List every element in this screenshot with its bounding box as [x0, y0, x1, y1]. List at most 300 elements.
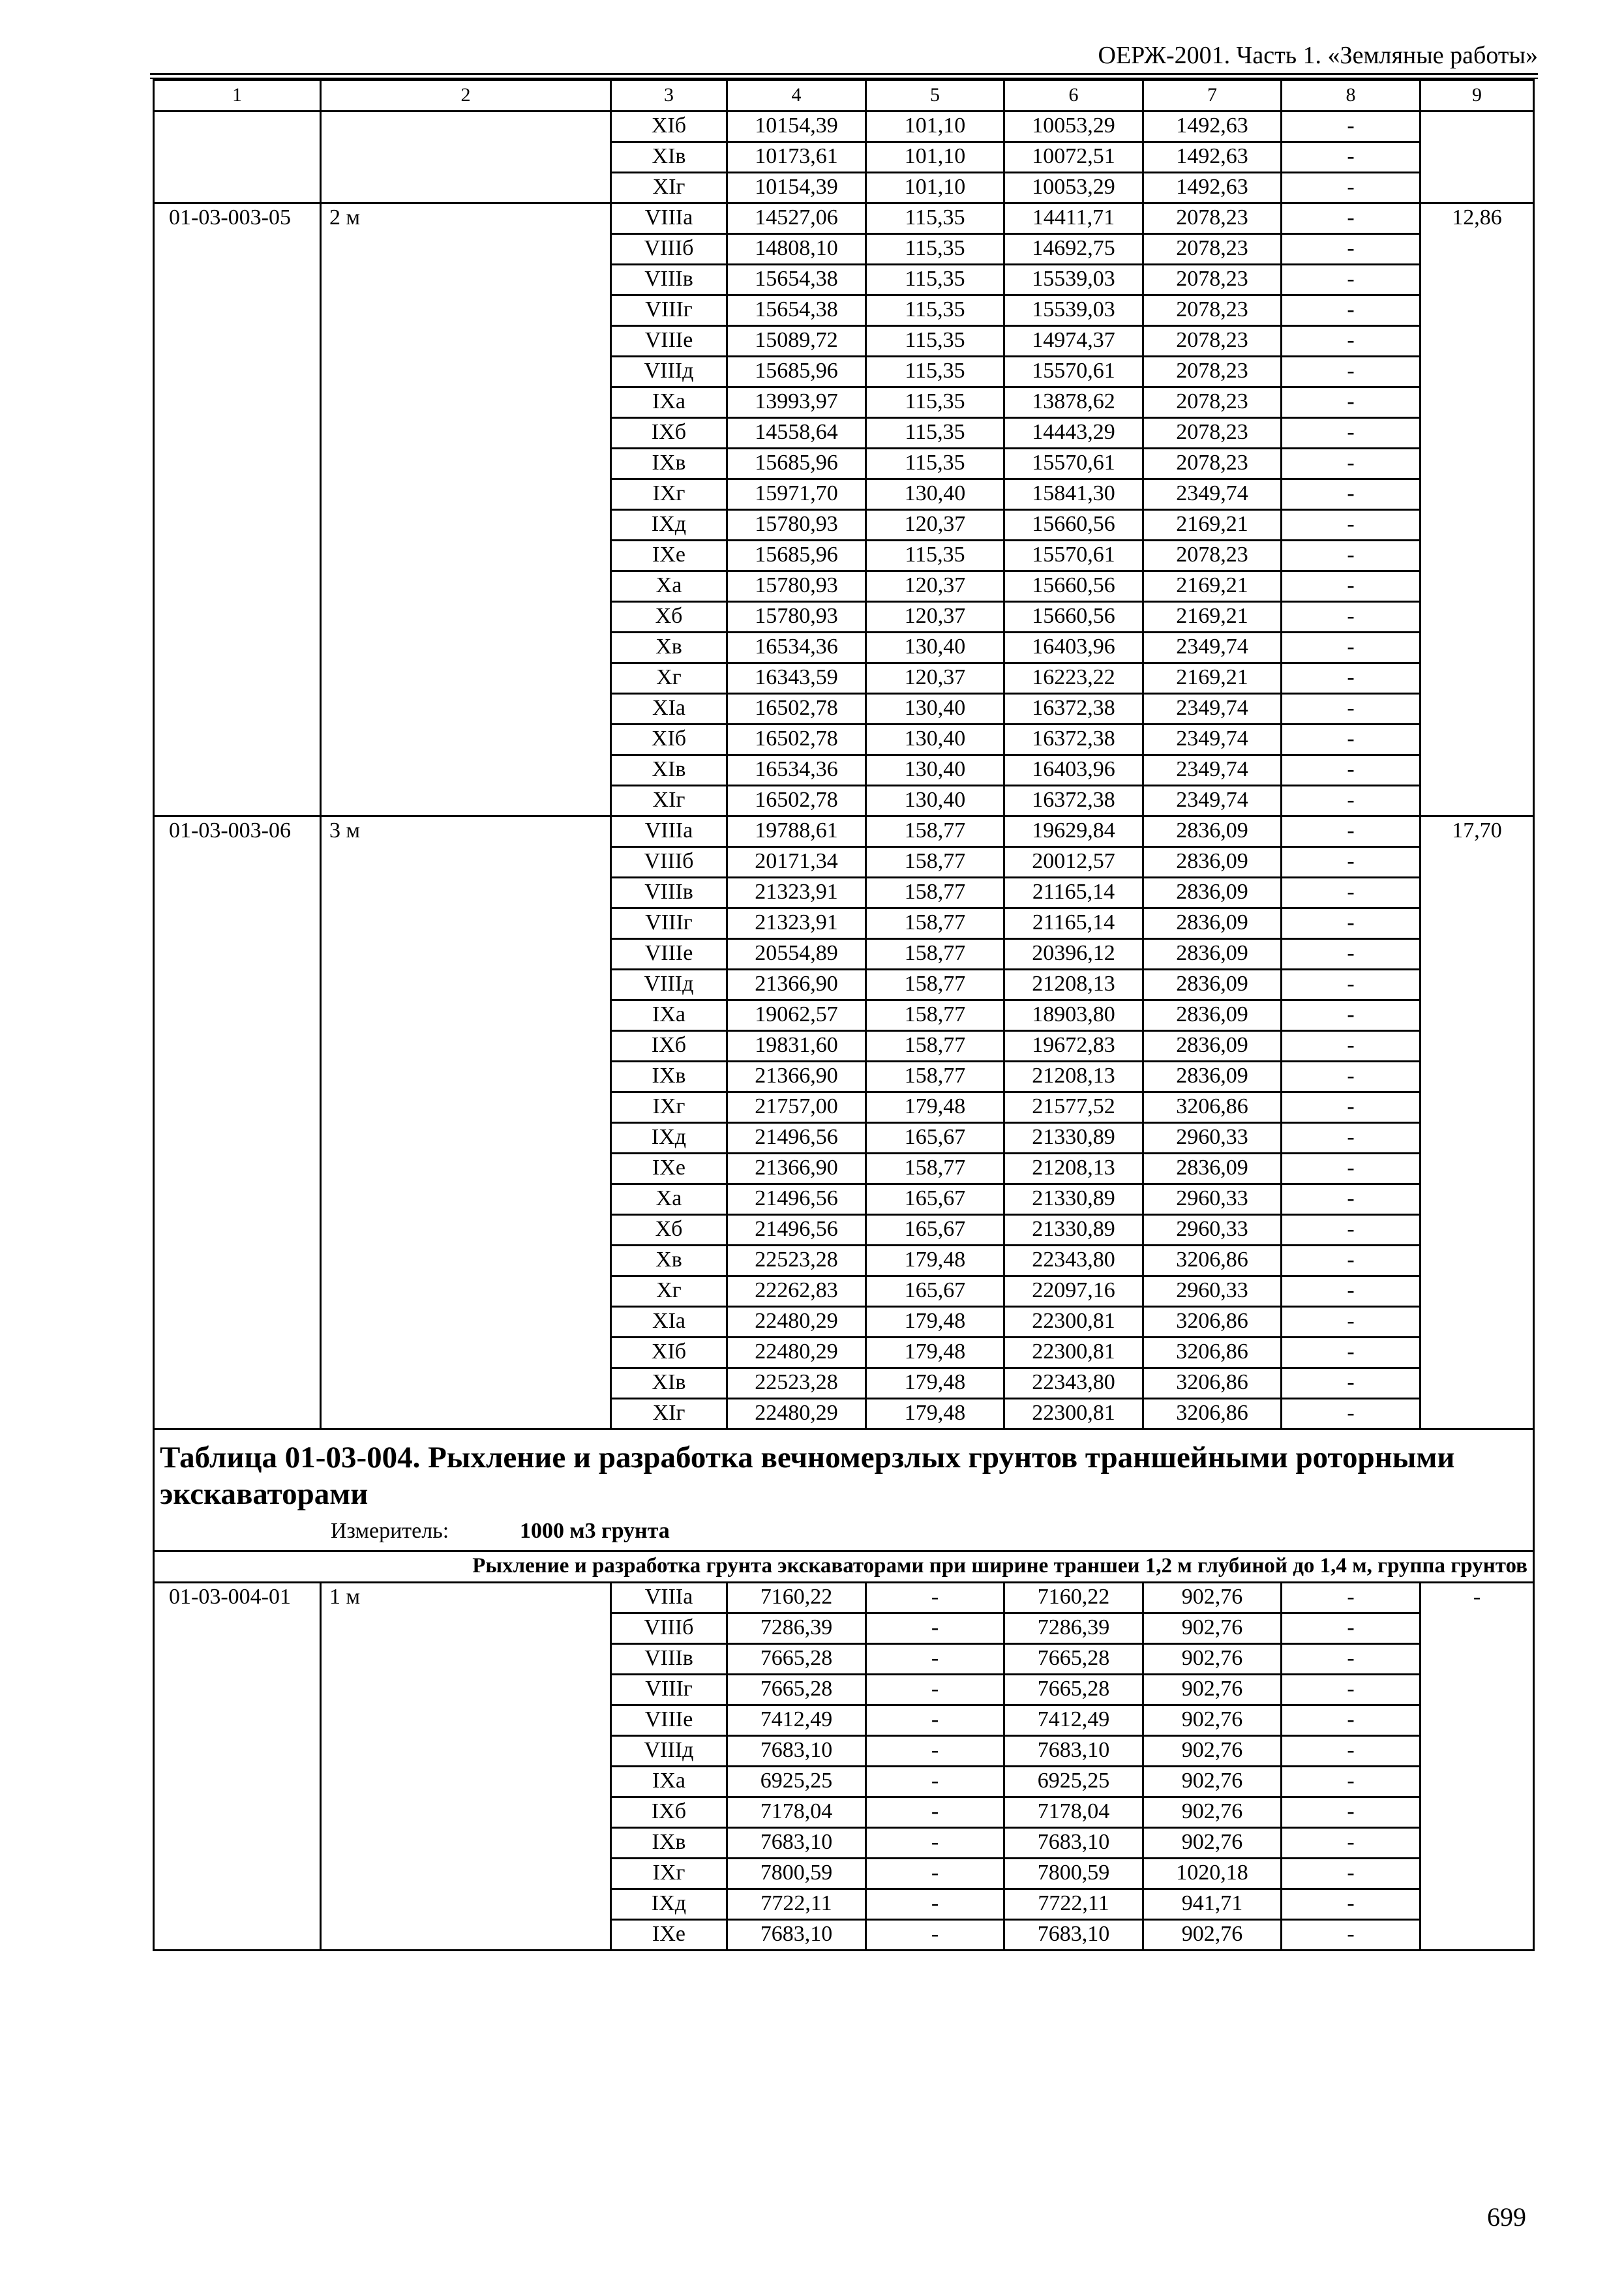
cost-machines: 18903,80 — [1004, 1000, 1143, 1031]
cost-machines: 10053,29 — [1004, 112, 1143, 142]
cost-materials: - — [1282, 142, 1421, 173]
cost-machines: 22300,81 — [1004, 1307, 1143, 1338]
cost-direct: 15780,93 — [727, 571, 866, 602]
cost-machines: 7178,04 — [1004, 1797, 1143, 1828]
cost-wages: 115,35 — [866, 203, 1004, 234]
soil-group: IXг — [611, 1859, 727, 1889]
cost-machines: 22300,81 — [1004, 1338, 1143, 1368]
soil-group: VIIIе — [611, 1705, 727, 1736]
cost-direct: 15780,93 — [727, 602, 866, 633]
cost-machines: 21330,89 — [1004, 1123, 1143, 1154]
soil-group: IXе — [611, 541, 727, 571]
cost-machinists-wages: 3206,86 — [1143, 1368, 1282, 1399]
cost-machinists-wages: 2349,74 — [1143, 755, 1282, 786]
cost-materials: - — [1282, 1797, 1421, 1828]
soil-group: XIг — [611, 786, 727, 816]
column-number: 2 — [321, 80, 611, 112]
cost-machinists-wages: 902,76 — [1143, 1920, 1282, 1951]
cost-wages: 115,35 — [866, 541, 1004, 571]
cost-materials: - — [1282, 633, 1421, 663]
soil-group: IXд — [611, 1889, 727, 1920]
cost-machines: 6925,25 — [1004, 1767, 1143, 1797]
cost-direct: 7683,10 — [727, 1920, 866, 1951]
cost-machines: 7683,10 — [1004, 1920, 1143, 1951]
rate-code: 01-03-003-06 — [154, 816, 321, 1429]
cost-materials: - — [1282, 878, 1421, 908]
cost-machines: 7286,39 — [1004, 1613, 1143, 1644]
cost-materials: - — [1282, 203, 1421, 234]
cost-direct: 16502,78 — [727, 725, 866, 755]
column-number: 4 — [727, 80, 866, 112]
cost-direct: 16343,59 — [727, 663, 866, 694]
cost-materials: - — [1282, 265, 1421, 295]
cost-materials: - — [1282, 1644, 1421, 1675]
cost-machines: 15660,56 — [1004, 510, 1143, 541]
cost-direct: 16534,36 — [727, 755, 866, 786]
cost-materials: - — [1282, 694, 1421, 725]
soil-group: XIб — [611, 725, 727, 755]
cost-machines: 16372,38 — [1004, 694, 1143, 725]
cost-direct: 14527,06 — [727, 203, 866, 234]
soil-group: VIIIб — [611, 234, 727, 265]
cost-materials: - — [1282, 1031, 1421, 1062]
cost-machinists-wages: 2169,21 — [1143, 510, 1282, 541]
cost-wages: 158,77 — [866, 908, 1004, 939]
cost-direct: 7178,04 — [727, 1797, 866, 1828]
cost-direct: 21496,56 — [727, 1123, 866, 1154]
cost-wages: 130,40 — [866, 694, 1004, 725]
measure-unit-label: Измеритель: — [331, 1519, 449, 1543]
cost-machines: 21577,52 — [1004, 1092, 1143, 1123]
cost-wages: 120,37 — [866, 602, 1004, 633]
cost-materials: - — [1282, 571, 1421, 602]
soil-group: VIIIв — [611, 878, 727, 908]
cost-machines: 21165,14 — [1004, 878, 1143, 908]
cost-machines: 21208,13 — [1004, 1062, 1143, 1092]
cost-wages: - — [866, 1767, 1004, 1797]
soil-group: IXа — [611, 1000, 727, 1031]
cost-machines: 7665,28 — [1004, 1675, 1143, 1705]
cost-machinists-wages: 2836,09 — [1143, 908, 1282, 939]
cost-machinists-wages: 2078,23 — [1143, 418, 1282, 449]
cost-machines: 13878,62 — [1004, 387, 1143, 418]
cost-machines: 15660,56 — [1004, 602, 1143, 633]
cost-machines: 16403,96 — [1004, 755, 1143, 786]
cost-materials: - — [1282, 449, 1421, 479]
cost-materials: - — [1282, 479, 1421, 510]
cost-wages: 130,40 — [866, 725, 1004, 755]
cost-machinists-wages: 2836,09 — [1143, 970, 1282, 1000]
soil-group: IXв — [611, 1828, 727, 1859]
cost-direct: 15685,96 — [727, 449, 866, 479]
table-title-row — [154, 1429, 1534, 1551]
cost-machines: 22343,80 — [1004, 1368, 1143, 1399]
soil-group: Xг — [611, 663, 727, 694]
measure-unit-value: 1000 м3 грунта — [520, 1519, 670, 1543]
cost-wages: - — [866, 1583, 1004, 1613]
cost-materials: - — [1282, 510, 1421, 541]
table-row — [154, 816, 1534, 847]
cost-wages: 165,67 — [866, 1276, 1004, 1307]
cost-wages: 165,67 — [866, 1184, 1004, 1215]
cost-wages: - — [866, 1828, 1004, 1859]
cost-materials: - — [1282, 908, 1421, 939]
cost-direct: 21757,00 — [727, 1092, 866, 1123]
cost-wages: 120,37 — [866, 571, 1004, 602]
soil-group: IXд — [611, 510, 727, 541]
cost-machines: 22097,16 — [1004, 1276, 1143, 1307]
cost-machines: 7412,49 — [1004, 1705, 1143, 1736]
soil-group: IXб — [611, 418, 727, 449]
soil-group: IXг — [611, 479, 727, 510]
cost-materials: - — [1282, 1154, 1421, 1184]
cost-machinists-wages: 2349,74 — [1143, 694, 1282, 725]
column-number-row — [154, 80, 1534, 112]
cost-wages: 115,35 — [866, 295, 1004, 326]
rate-parameter: 1 м — [321, 1583, 611, 1951]
cost-machinists-wages: 3206,86 — [1143, 1399, 1282, 1429]
cost-machines: 21330,89 — [1004, 1184, 1143, 1215]
cost-machinists-wages: 2078,23 — [1143, 265, 1282, 295]
cost-direct: 19062,57 — [727, 1000, 866, 1031]
cost-direct: 7722,11 — [727, 1889, 866, 1920]
cost-direct: 15654,38 — [727, 265, 866, 295]
cost-wages: 115,35 — [866, 357, 1004, 387]
cost-machines: 21208,13 — [1004, 970, 1143, 1000]
cost-direct: 7665,28 — [727, 1675, 866, 1705]
cost-direct: 22523,28 — [727, 1368, 866, 1399]
cost-machinists-wages: 2960,33 — [1143, 1276, 1282, 1307]
cost-materials: - — [1282, 234, 1421, 265]
cost-machinists-wages: 2836,09 — [1143, 1031, 1282, 1062]
cost-direct: 22523,28 — [727, 1246, 866, 1276]
cost-wages: 158,77 — [866, 939, 1004, 970]
soil-group: XIг — [611, 1399, 727, 1429]
soil-group: IXа — [611, 1767, 727, 1797]
cost-machines: 14443,29 — [1004, 418, 1143, 449]
soil-group: Xб — [611, 602, 727, 633]
cost-direct: 20171,34 — [727, 847, 866, 878]
soil-group: XIв — [611, 142, 727, 173]
section-heading: Рыхление и разработка грунта экскаваторами при ширине траншеи 1,2 м глубиной до 1,4 м, группа грунтов — [154, 1551, 1534, 1583]
cost-machinists-wages: 2169,21 — [1143, 602, 1282, 633]
column-number: 7 — [1143, 80, 1282, 112]
cost-direct: 15685,96 — [727, 357, 866, 387]
cost-materials: - — [1282, 1000, 1421, 1031]
cost-materials: - — [1282, 786, 1421, 816]
cost-direct: 15780,93 — [727, 510, 866, 541]
soil-group: VIIIа — [611, 1583, 727, 1613]
cost-materials: - — [1282, 663, 1421, 694]
table-row — [154, 112, 1534, 142]
cost-machines: 15660,56 — [1004, 571, 1143, 602]
cost-machinists-wages: 902,76 — [1143, 1705, 1282, 1736]
rate-col9 — [1421, 112, 1534, 203]
cost-direct: 21323,91 — [727, 878, 866, 908]
soil-group: VIIIа — [611, 203, 727, 234]
cost-wages: 115,35 — [866, 234, 1004, 265]
soil-group: XIв — [611, 1368, 727, 1399]
soil-group: IXг — [611, 1092, 727, 1123]
cost-machinists-wages: 2078,23 — [1143, 234, 1282, 265]
cost-direct: 16502,78 — [727, 694, 866, 725]
measure-unit — [160, 1516, 1527, 1546]
cost-machines: 7683,10 — [1004, 1736, 1143, 1767]
cost-wages: 165,67 — [866, 1123, 1004, 1154]
cost-wages: 158,77 — [866, 1154, 1004, 1184]
cost-direct: 15685,96 — [727, 541, 866, 571]
cost-wages: 179,48 — [866, 1399, 1004, 1429]
cost-materials: - — [1282, 755, 1421, 786]
soil-group: IXв — [611, 449, 727, 479]
column-number: 8 — [1282, 80, 1421, 112]
cost-materials: - — [1282, 970, 1421, 1000]
soil-group: XIб — [611, 112, 727, 142]
cost-wages: - — [866, 1859, 1004, 1889]
cost-materials: - — [1282, 1276, 1421, 1307]
cost-materials: - — [1282, 816, 1421, 847]
rates-table — [153, 79, 1535, 1951]
cost-direct: 7286,39 — [727, 1613, 866, 1644]
cost-machinists-wages: 2836,09 — [1143, 878, 1282, 908]
cost-machines: 7683,10 — [1004, 1828, 1143, 1859]
cost-machinists-wages: 3206,86 — [1143, 1246, 1282, 1276]
cost-machinists-wages: 1492,63 — [1143, 142, 1282, 173]
cost-machines: 15570,61 — [1004, 541, 1143, 571]
cost-materials: - — [1282, 1705, 1421, 1736]
cost-machinists-wages: 902,76 — [1143, 1767, 1282, 1797]
cost-direct: 10154,39 — [727, 112, 866, 142]
cost-machines: 21208,13 — [1004, 1154, 1143, 1184]
cost-machines: 7160,22 — [1004, 1583, 1143, 1613]
cost-wages: 179,48 — [866, 1307, 1004, 1338]
cost-wages: 179,48 — [866, 1338, 1004, 1368]
cost-wages: - — [866, 1889, 1004, 1920]
cost-direct: 22480,29 — [727, 1307, 866, 1338]
cost-machinists-wages: 2169,21 — [1143, 571, 1282, 602]
cost-machinists-wages: 1492,63 — [1143, 112, 1282, 142]
cost-machines: 15539,03 — [1004, 265, 1143, 295]
cost-direct: 21323,91 — [727, 908, 866, 939]
section-row — [154, 1551, 1534, 1583]
cost-materials: - — [1282, 602, 1421, 633]
soil-group: IXв — [611, 1062, 727, 1092]
cost-wages: 115,35 — [866, 418, 1004, 449]
cost-materials: - — [1282, 1246, 1421, 1276]
cost-machines: 19629,84 — [1004, 816, 1143, 847]
cost-wages: 158,77 — [866, 878, 1004, 908]
running-head: ОЕРЖ-2001. Часть 1. «Земляные работы» — [1098, 42, 1538, 69]
cost-wages: 130,40 — [866, 755, 1004, 786]
rate-col9: - — [1421, 1583, 1534, 1951]
cost-machinists-wages: 941,71 — [1143, 1889, 1282, 1920]
cost-wages: - — [866, 1705, 1004, 1736]
table-row — [154, 203, 1534, 234]
cost-machinists-wages: 902,76 — [1143, 1583, 1282, 1613]
cost-machines: 7800,59 — [1004, 1859, 1143, 1889]
cost-machinists-wages: 2836,09 — [1143, 1062, 1282, 1092]
cost-materials: - — [1282, 418, 1421, 449]
cost-machines: 16223,22 — [1004, 663, 1143, 694]
rate-parameter — [321, 112, 611, 203]
soil-group: VIIIв — [611, 265, 727, 295]
soil-group: IXе — [611, 1920, 727, 1951]
soil-group: XIв — [611, 755, 727, 786]
cost-machinists-wages: 2078,23 — [1143, 357, 1282, 387]
cost-materials: - — [1282, 112, 1421, 142]
soil-group: Xа — [611, 1184, 727, 1215]
cost-materials: - — [1282, 1368, 1421, 1399]
cost-wages: 101,10 — [866, 142, 1004, 173]
table-title-cell — [154, 1429, 1534, 1551]
cost-wages: 115,35 — [866, 387, 1004, 418]
cost-machinists-wages: 1020,18 — [1143, 1859, 1282, 1889]
cost-direct: 15971,70 — [727, 479, 866, 510]
cost-wages: - — [866, 1797, 1004, 1828]
soil-group: VIIIд — [611, 970, 727, 1000]
rate-parameter: 2 м — [321, 203, 611, 816]
soil-group: XIа — [611, 1307, 727, 1338]
cost-wages: 158,77 — [866, 970, 1004, 1000]
cost-wages: 120,37 — [866, 663, 1004, 694]
cost-direct: 22480,29 — [727, 1338, 866, 1368]
column-number: 6 — [1004, 80, 1143, 112]
cost-direct: 16534,36 — [727, 633, 866, 663]
cost-direct: 14808,10 — [727, 234, 866, 265]
cost-machinists-wages: 902,76 — [1143, 1797, 1282, 1828]
soil-group: VIIIг — [611, 295, 727, 326]
cost-direct: 21496,56 — [727, 1215, 866, 1246]
soil-group: IXа — [611, 387, 727, 418]
cost-machines: 14692,75 — [1004, 234, 1143, 265]
cost-machines: 7665,28 — [1004, 1644, 1143, 1675]
cost-machinists-wages: 2078,23 — [1143, 541, 1282, 571]
cost-direct: 19788,61 — [727, 816, 866, 847]
cost-machinists-wages: 3206,86 — [1143, 1092, 1282, 1123]
cost-machinists-wages: 2836,09 — [1143, 939, 1282, 970]
cost-machines: 22343,80 — [1004, 1246, 1143, 1276]
soil-group: IXб — [611, 1031, 727, 1062]
cost-wages: 158,77 — [866, 1000, 1004, 1031]
soil-group: VIIIб — [611, 1613, 727, 1644]
cost-machinists-wages: 2349,74 — [1143, 479, 1282, 510]
cost-materials: - — [1282, 173, 1421, 203]
cost-machinists-wages: 2960,33 — [1143, 1184, 1282, 1215]
cost-machinists-wages: 2169,21 — [1143, 663, 1282, 694]
cost-materials: - — [1282, 725, 1421, 755]
cost-machinists-wages: 2836,09 — [1143, 847, 1282, 878]
soil-group: XIа — [611, 694, 727, 725]
soil-group: Xг — [611, 1276, 727, 1307]
cost-machines: 10072,51 — [1004, 142, 1143, 173]
cost-materials: - — [1282, 1338, 1421, 1368]
cost-wages: 101,10 — [866, 173, 1004, 203]
cost-materials: - — [1282, 387, 1421, 418]
cost-direct: 10173,61 — [727, 142, 866, 173]
cost-machinists-wages: 2960,33 — [1143, 1215, 1282, 1246]
cost-wages: 101,10 — [866, 112, 1004, 142]
soil-group: VIIIд — [611, 1736, 727, 1767]
column-number: 9 — [1421, 80, 1534, 112]
cost-wages: 158,77 — [866, 1062, 1004, 1092]
cost-direct: 6925,25 — [727, 1767, 866, 1797]
cost-machines: 15570,61 — [1004, 357, 1143, 387]
cost-wages: 120,37 — [866, 510, 1004, 541]
cost-machinists-wages: 902,76 — [1143, 1644, 1282, 1675]
cost-direct: 7665,28 — [727, 1644, 866, 1675]
cost-wages: 115,35 — [866, 449, 1004, 479]
cost-machines: 16403,96 — [1004, 633, 1143, 663]
table-title: Таблица 01-03-004. Рыхление и разработка вечномерзлых грунтов траншейными роторными экскаваторами — [160, 1441, 1455, 1511]
soil-group: VIIIб — [611, 847, 727, 878]
cost-machines: 20012,57 — [1004, 847, 1143, 878]
cost-machinists-wages: 2078,23 — [1143, 449, 1282, 479]
cost-materials: - — [1282, 1859, 1421, 1889]
rate-parameter: 3 м — [321, 816, 611, 1429]
cost-machinists-wages: 2836,09 — [1143, 1000, 1282, 1031]
cost-materials: - — [1282, 847, 1421, 878]
cost-machinists-wages: 902,76 — [1143, 1736, 1282, 1767]
cost-wages: 115,35 — [866, 265, 1004, 295]
cost-materials: - — [1282, 1736, 1421, 1767]
cost-materials: - — [1282, 1828, 1421, 1859]
cost-direct: 7683,10 — [727, 1736, 866, 1767]
cost-materials: - — [1282, 1092, 1421, 1123]
cost-materials: - — [1282, 357, 1421, 387]
header-rule — [150, 73, 1538, 75]
cost-direct: 21366,90 — [727, 970, 866, 1000]
cost-machinists-wages: 902,76 — [1143, 1675, 1282, 1705]
cost-wages: 179,48 — [866, 1246, 1004, 1276]
cost-materials: - — [1282, 939, 1421, 970]
cost-machines: 15570,61 — [1004, 449, 1143, 479]
cost-materials: - — [1282, 1399, 1421, 1429]
rate-code: 01-03-003-05 — [154, 203, 321, 816]
cost-machinists-wages: 2078,23 — [1143, 295, 1282, 326]
cost-direct: 7412,49 — [727, 1705, 866, 1736]
cost-direct: 10154,39 — [727, 173, 866, 203]
cost-materials: - — [1282, 541, 1421, 571]
rate-code — [154, 112, 321, 203]
soil-group: VIIIд — [611, 357, 727, 387]
cost-materials: - — [1282, 1123, 1421, 1154]
cost-wages: 130,40 — [866, 786, 1004, 816]
cost-machinists-wages: 2078,23 — [1143, 387, 1282, 418]
cost-wages: 130,40 — [866, 479, 1004, 510]
cost-direct: 13993,97 — [727, 387, 866, 418]
cost-materials: - — [1282, 1583, 1421, 1613]
cost-wages: - — [866, 1736, 1004, 1767]
soil-group: VIIIг — [611, 1675, 727, 1705]
cost-wages: 115,35 — [866, 326, 1004, 357]
cost-machines: 16372,38 — [1004, 786, 1143, 816]
cost-direct: 16502,78 — [727, 786, 866, 816]
cost-machines: 15539,03 — [1004, 295, 1143, 326]
cost-materials: - — [1282, 326, 1421, 357]
cost-machines: 20396,12 — [1004, 939, 1143, 970]
cost-machines: 21330,89 — [1004, 1215, 1143, 1246]
cost-direct: 22262,83 — [727, 1276, 866, 1307]
cost-machinists-wages: 2960,33 — [1143, 1123, 1282, 1154]
cost-machinists-wages: 2078,23 — [1143, 326, 1282, 357]
cost-wages: 179,48 — [866, 1092, 1004, 1123]
soil-group: VIIIе — [611, 939, 727, 970]
soil-group: Xв — [611, 633, 727, 663]
cost-wages: 158,77 — [866, 847, 1004, 878]
cost-wages: - — [866, 1920, 1004, 1951]
cost-wages: 158,77 — [866, 816, 1004, 847]
soil-group: Xа — [611, 571, 727, 602]
